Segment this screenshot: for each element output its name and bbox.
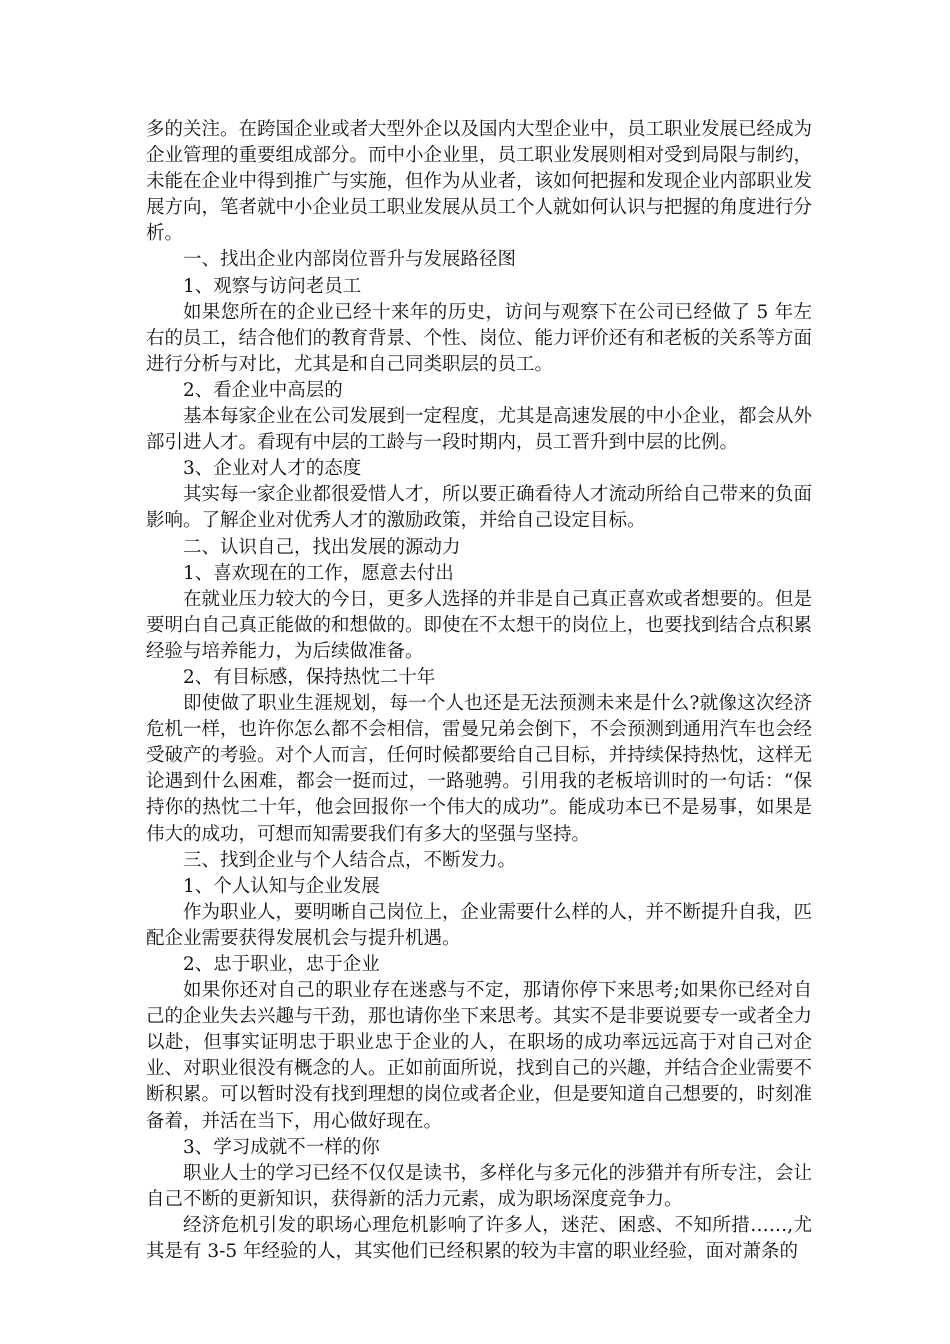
section-heading-1: 一、找出企业内部岗位晋升与发展路径图 [183, 249, 517, 271]
subheading-3-2: 2、忠于职业，忠于企业 [183, 954, 380, 975]
paragraph-3-2: 如果你还对自己的职业存在迷惑与不定，那请你停下来思考;如果你已经对自己的企业失去兴趣与干劲，那也请你坐下来思考。其实不是非要说要专一或者全力以赴，但事实证明忠于职业忠于企业的人，在职场的成功率远远高于对自己对企业、对职业很没有概念的人。正如前面所说，找到自己的兴趣，并结合企业需要不断积累。可以暂时没有找到理想的岗位或者企业，但是要知道自己想要的，时刻准备着，并活在当下，用心做好现在。 [146, 980, 813, 1132]
paragraph-3-1: 作为职业人，要明晰自己岗位上，企业需要什么样的人，并不断提升自我，匹配企业需要获得发展机会与提升机遇。 [146, 901, 813, 949]
paragraph-1-3: 其实每一家企业都很爱惜人才，所以要正确看待人才流动所给自己带来的负面影响。了解企业对优秀人才的激励政策，并给自己设定目标。 [146, 484, 813, 532]
paragraph-1-2: 基本每家企业在公司发展到一定程度，尤其是高速发展的中小企业，都会从外部引进人才。看现有中层的工龄与一段时期内，员工晋升到中层的比例。 [146, 406, 813, 454]
subheading-3-3: 3、学习成就不一样的你 [183, 1136, 380, 1158]
paragraph-intro: 多的关注。在跨国企业或者大型外企以及国内大型企业中，员工职业发展已经成为企业管理的重要组成部分。而中小企业里，员工职业发展则相对受到局限与制约，未能在企业中得到推广与实施，但作为从业者，该如何把握和发现企业内部职业发展方向，笔者就中小企业员工职业发展从员工个人就如何认识与把握的角度进行分析。 [146, 119, 813, 245]
subheading-3-1: 1、个人认知与企业发展 [183, 875, 380, 897]
subheading-1-2: 2、看企业中高层的 [183, 379, 343, 401]
subheading-2-1: 1、喜欢现在的工作，愿意去付出 [183, 562, 454, 584]
paragraph-3-3: 职业人士的学习已经不仅仅是读书，多样化与多元化的涉猎并有所专注，会让自己不断的更新知识，获得新的活力元素，成为职场深度竞争力。 [146, 1162, 813, 1210]
paragraph-1-1: 如果您所在的企业已经十来年的历史，访问与观察下在公司已经做了 5 年左右的员工，结合他们的教育背景、个性、岗位、能力评价还有和老板的关系等方面进行分析与对比，尤其是和自己同类职层的员工。 [146, 301, 813, 375]
section-heading-3: 三、找到企业与个人结合点，不断发力。 [183, 849, 517, 871]
paragraph-closing: 经济危机引发的职场心理危机影响了许多人，迷茫、困惑、不知所措……,尤其是有 3-5 年经验的人，其实他们已经积累的较为丰富的职业经验，面对萧条的 [146, 1214, 812, 1263]
document-page [146, 117, 812, 1265]
subheading-1-3: 3、企业对人才的态度 [183, 458, 362, 480]
subheading-2-2: 2、有目标感，保持热忱二十年 [183, 666, 436, 688]
subheading-1-1: 1、观察与访问老员工 [183, 275, 362, 297]
paragraph-2-1: 在就业压力较大的今日，更多人选择的并非是自己真正喜欢或者想要的。但是要明白自己真正能做的和想做的。即使在不太想干的岗位上，也要找到结合点积累经验与培养能力，为后续做准备。 [146, 588, 813, 662]
section-heading-2: 二、认识自己，找出发展的源动力 [183, 536, 461, 558]
paragraph-2-2: 即使做了职业生涯规划，每一个人也还是无法预测未来是什么?就像这次经济危机一样，也许你怎么都不会相信，雷曼兄弟会倒下，不会预测到通用汽车也会经受破产的考验。对个人而言，任何时候都要给自己目标，并持续保持热忱，这样无论遇到什么困难，都会一挺而过，一路驰骋。引用我的老板培训时的一句话：“保持你的热忱二十年，他会回报你一个伟大的成功”。能成功本已不是易事，如果是伟大的成功，可想而知需要我们有多大的坚强与坚持。 [146, 693, 813, 845]
